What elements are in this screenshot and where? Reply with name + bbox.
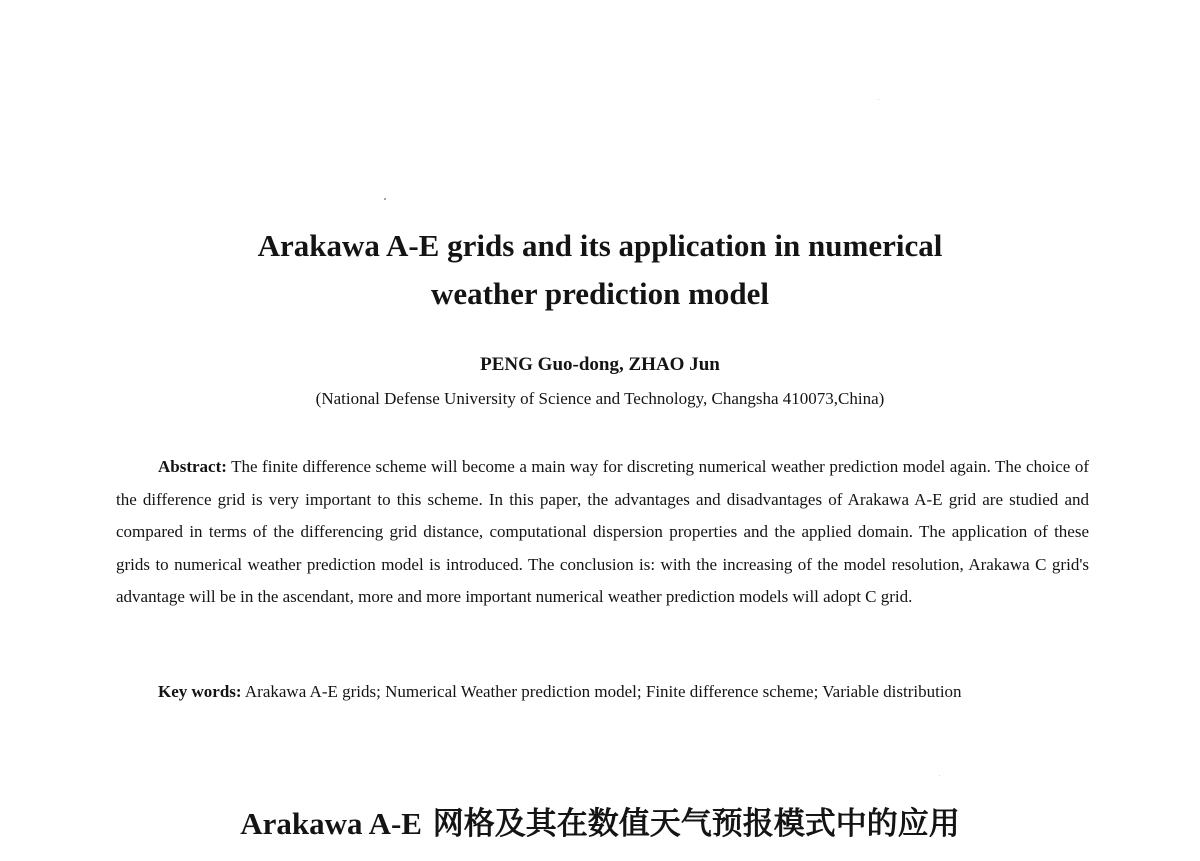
scan-speck <box>878 99 879 100</box>
keywords-text: Arakawa A-E grids; Numerical Weather prediction model; Finite difference scheme; Variable distribution <box>244 682 962 701</box>
chinese-title-cjk: 网格及其在数值天气预报模式中的应用 <box>432 806 960 842</box>
paper-title-line-1: Arakawa A-E grids and its application in numerical <box>257 228 943 263</box>
authors: PENG Guo-dong, ZHAO Jun <box>480 354 720 375</box>
scan-speck <box>939 775 940 776</box>
chinese-title <box>100 800 1100 848</box>
chinese-title-latin: Arakawa A-E <box>240 806 422 841</box>
abstract-label: Abstract: <box>158 457 227 476</box>
abstract <box>116 451 1089 614</box>
keywords <box>116 675 1089 709</box>
keywords-label: Key words: <box>158 682 242 701</box>
paper-title <box>150 222 1050 318</box>
paper-title-line-2: weather prediction model <box>430 276 770 311</box>
scan-speck <box>384 198 386 200</box>
abstract-text: The finite difference scheme will become a main way for discreting numerical weather prediction model again. The choice of the difference grid is very important to this scheme. In this paper, the advantages and disadvantages of Arakawa A-E grid are studied and compared in terms of the differencing grid distance, computational dispersion properties and the applied domain. The application of these grids to numerical weather prediction model is introduced. The conclusion is: with the increasing of the model resolution, Arakawa C grid's advantage will be in the ascendant, more and more important numerical weather prediction models will adopt C grid. <box>116 457 1089 606</box>
affiliation: (National Defense University of Science and Technology, Changsha 410073,China) <box>315 389 885 408</box>
